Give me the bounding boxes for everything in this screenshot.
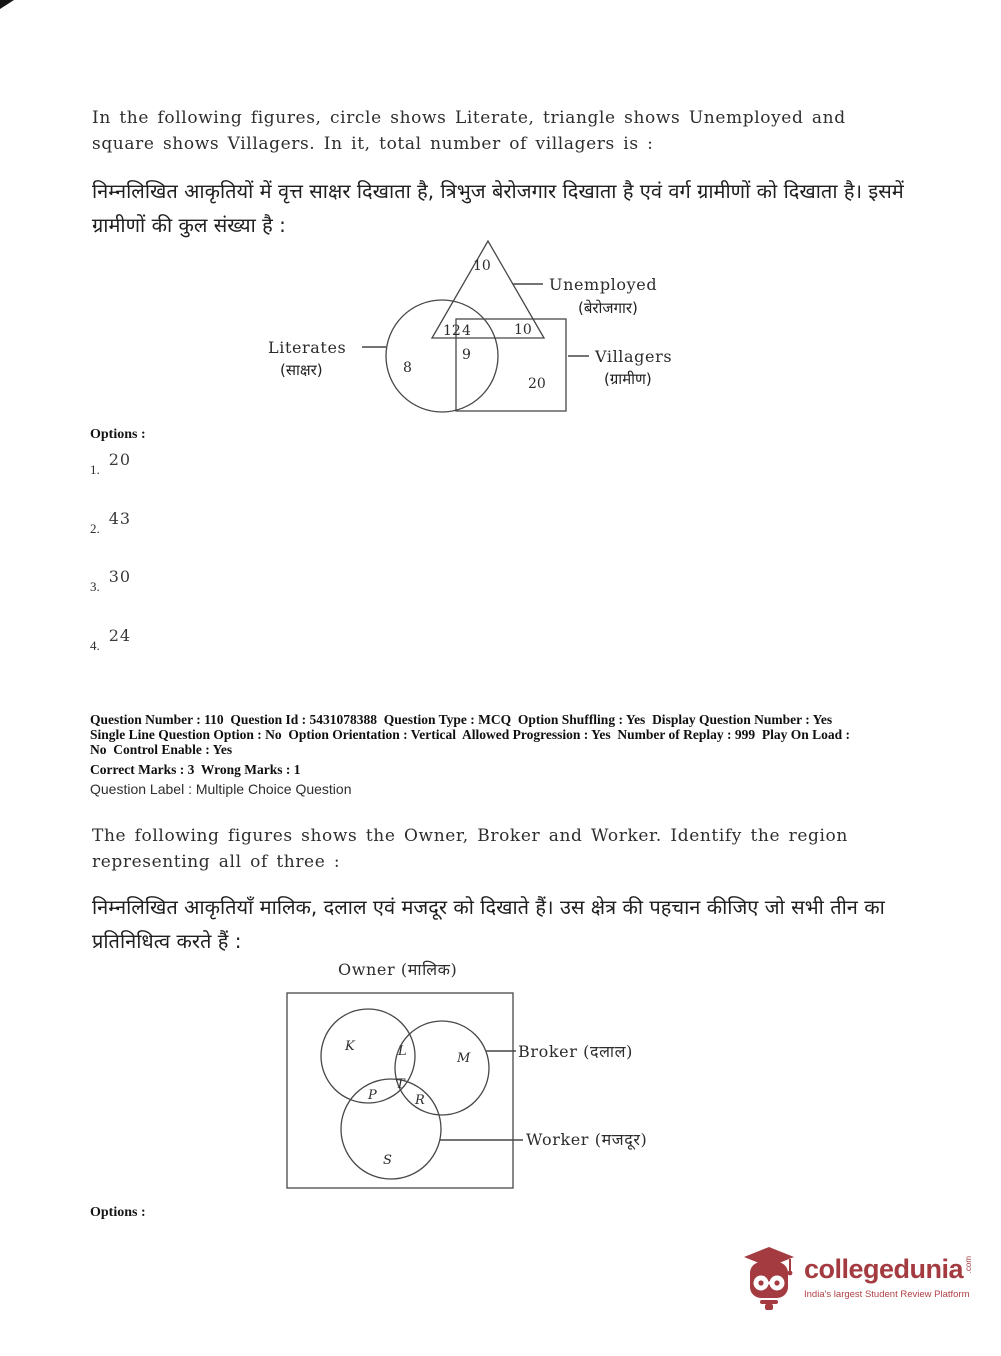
square-villagers [456, 319, 566, 411]
villagers-label: Villagers [595, 347, 673, 366]
region-p: P [368, 1088, 377, 1103]
q2-marks-line: Correct Marks : 3 Wrong Marks : 1 [90, 762, 301, 777]
option-value: 43 [108, 509, 132, 528]
q1-venn-diagram [258, 232, 694, 424]
q2-text-english: The following figures shows the Owner, Broker and Worker. Identify the region representing all of three : [92, 826, 848, 872]
option-number: 2. [90, 521, 100, 536]
owl-graduation-cap-icon [742, 1246, 796, 1312]
option-value: 24 [108, 626, 132, 645]
q2-options-label: Options : [90, 1205, 146, 1220]
q2-meta-line-2: Single Line Question Option : No Option Orientation : Vertical Allowed Progression : Yes Number of Replay : 999 Play On Load : [90, 727, 851, 742]
q2-meta-line-1: Question Number : 110 Question Id : 5431078388 Question Type : MCQ Option Shuffling : Yes Display Question Number : Yes [90, 712, 833, 727]
region-square-only: 20 [528, 376, 546, 392]
region-circle-only: 8 [403, 360, 412, 376]
brand-suffix: .com [964, 1256, 974, 1274]
region-l: L [398, 1044, 407, 1059]
collegedunia-logo[interactable] [742, 1246, 973, 1312]
unemployed-label-hindi: (बेरोजगार) [578, 299, 638, 317]
q1-options-label: Options : [90, 427, 146, 442]
scan-artifact-mark [0, 0, 14, 9]
q2-question-label: Question Label : Multiple Choice Question [90, 781, 352, 797]
region-t: T [396, 1077, 405, 1092]
q1-option-3 [90, 567, 131, 595]
region-triangle-square: 10 [514, 322, 532, 338]
q1-option-4 [90, 626, 131, 654]
option-value: 20 [108, 450, 132, 469]
brand-tagline: India's largest Student Review Platform [804, 1289, 970, 1300]
literates-label-hindi: (साक्षर) [280, 361, 323, 379]
villagers-label-hindi: (ग्रामीण) [604, 370, 652, 388]
option-value: 30 [108, 567, 132, 586]
option-number: 1. [90, 462, 100, 477]
q2-meta-line-3: No Control Enable : Yes [90, 742, 233, 757]
literates-label: Literates [268, 338, 347, 357]
option-number: 4. [90, 638, 100, 653]
owner-label: Owner (मालिक) [338, 960, 458, 979]
q2-text-hindi: निम्नलिखित आकृतियाँ मालिक, दलाल एवं मजदूर को दिखाते हैं। उस क्षेत्र की पहचान कीजिए जो सभी तीन का प्रतिनिधित्व करते हैं : [92, 895, 885, 953]
q1-option-2 [90, 509, 131, 537]
q1-text-hindi: निम्नलिखित आकृतियों में वृत्त साक्षर दिखाता है, त्रिभुज बेरोजगार दिखाता है एवं वर्ग ग्रामीणों को दिखाता है। इसमें ग्रामीणों की कुल संख्या है : [92, 179, 904, 237]
broker-label: Broker (दलाल) [518, 1042, 633, 1061]
q1-text-english: In the following figures, circle shows Literate, triangle shows Unemployed and square shows Villagers. In it, total number of villagers is : [92, 108, 846, 154]
region-s: S [383, 1153, 392, 1168]
circle-literates [386, 300, 498, 412]
q2-venn-diagram [283, 953, 695, 1195]
region-triangle-only: 10 [473, 258, 491, 274]
region-k: K [345, 1039, 355, 1054]
logo-text-block [804, 1256, 973, 1300]
circle-broker [395, 1021, 489, 1115]
unemployed-label: Unemployed [549, 275, 658, 294]
brand-name: collegedunia [804, 1254, 964, 1284]
region-circle-triangle: 12 [443, 323, 461, 339]
region-circle-square: 9 [462, 347, 471, 363]
worker-label: Worker (मजदूर) [526, 1130, 648, 1149]
region-all-three: 4 [462, 323, 471, 339]
region-r: R [415, 1093, 425, 1108]
q1-option-1 [90, 450, 131, 478]
option-number: 3. [90, 579, 100, 594]
region-m: M [457, 1051, 471, 1066]
